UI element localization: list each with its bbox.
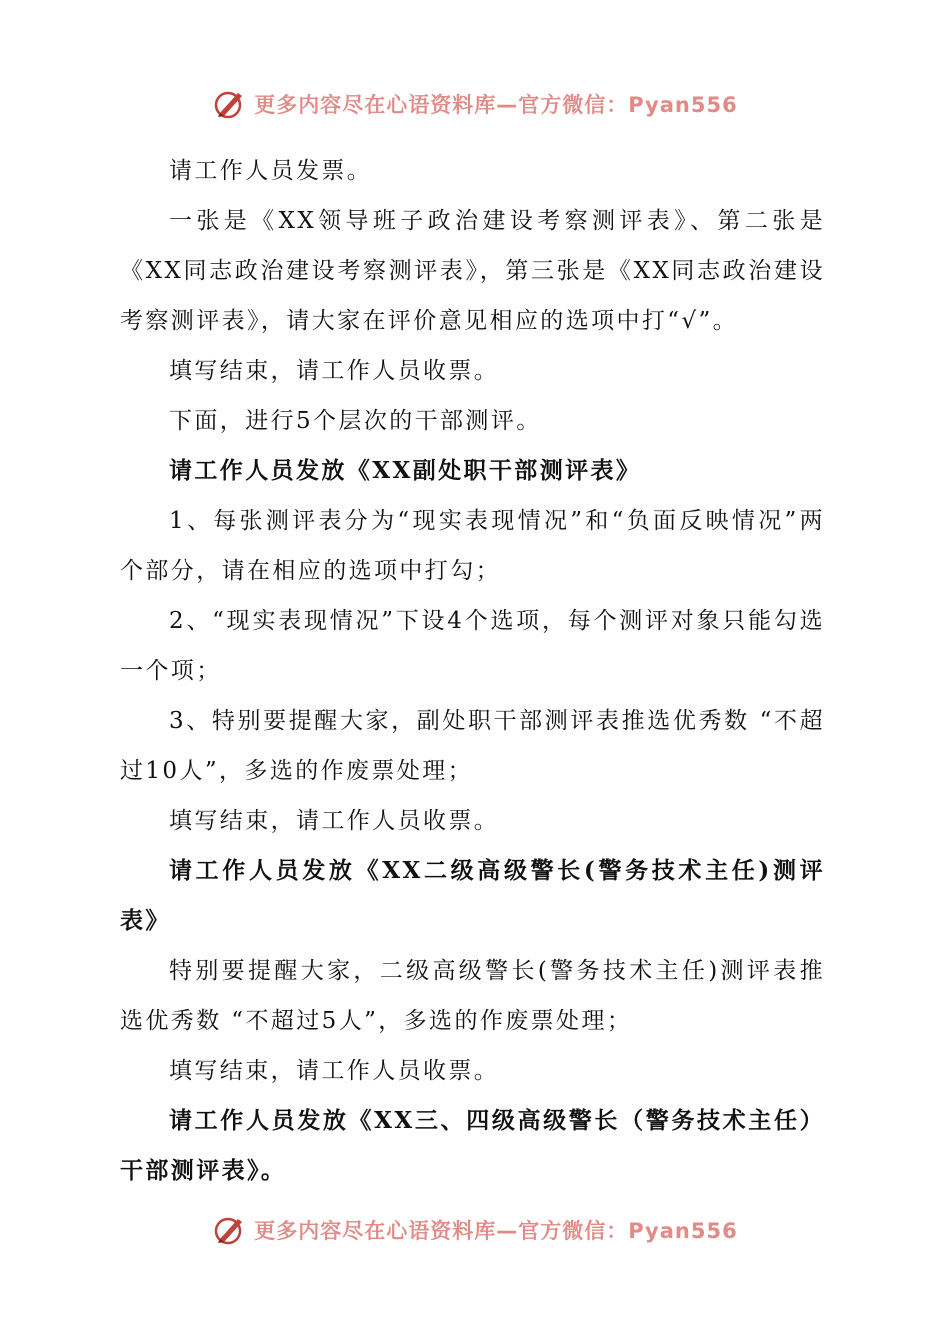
watermark-text: 更多内容尽在心语资料库—官方微信：Pyan556 — [254, 1219, 738, 1243]
watermark-header — [0, 84, 950, 124]
document-body — [120, 146, 825, 1196]
paragraph: 请工作人员发票。 — [169, 158, 373, 184]
paragraph: 3、特别要提醒大家，副处职干部测评表推选优秀数 “不超过10人”，多选的作废票处理； — [120, 708, 825, 784]
paragraph: 1、每张测评表分为“现实表现情况”和“负面反映情况”两个部分，请在相应的选项中打勾； — [120, 508, 825, 584]
pen-logo-icon — [212, 1213, 246, 1247]
paragraph: 填写结束，请工作人员收票。 — [169, 1058, 500, 1084]
paragraph: 填写结束，请工作人员收票。 — [169, 358, 500, 384]
paragraph: 一张是《XX领导班子政治建设考察测评表》、第二张是《XX同志政治建设考察测评表》，第三张是《XX同志政治建设考察测评表》，请大家在评价意见相应的选项中打“√”。 — [120, 208, 825, 334]
paragraph: 特别要提醒大家，二级高级警长(警务技术主任)测评表推选优秀数 “不超过5人”，多选的作废票处理； — [120, 958, 825, 1034]
paragraph: 2、“现实表现情况”下设4个选项，每个测评对象只能勾选一个项； — [120, 608, 825, 684]
section-heading: 请工作人员发放《XX副处职干部测评表》 — [169, 457, 642, 484]
watermark-text: 更多内容尽在心语资料库—官方微信：Pyan556 — [254, 93, 738, 117]
pen-logo-icon — [212, 87, 246, 121]
section-heading: 请工作人员发放《XX三、四级高级警长（警务技术主任）干部测评表》。 — [120, 1107, 825, 1184]
section-heading: 请工作人员发放《XX二级高级警长(警务技术主任)测评表》 — [120, 857, 825, 934]
watermark-footer — [0, 1210, 950, 1250]
paragraph: 填写结束，请工作人员收票。 — [169, 808, 500, 834]
paragraph: 下面，进行5个层次的干部测评。 — [169, 408, 542, 434]
